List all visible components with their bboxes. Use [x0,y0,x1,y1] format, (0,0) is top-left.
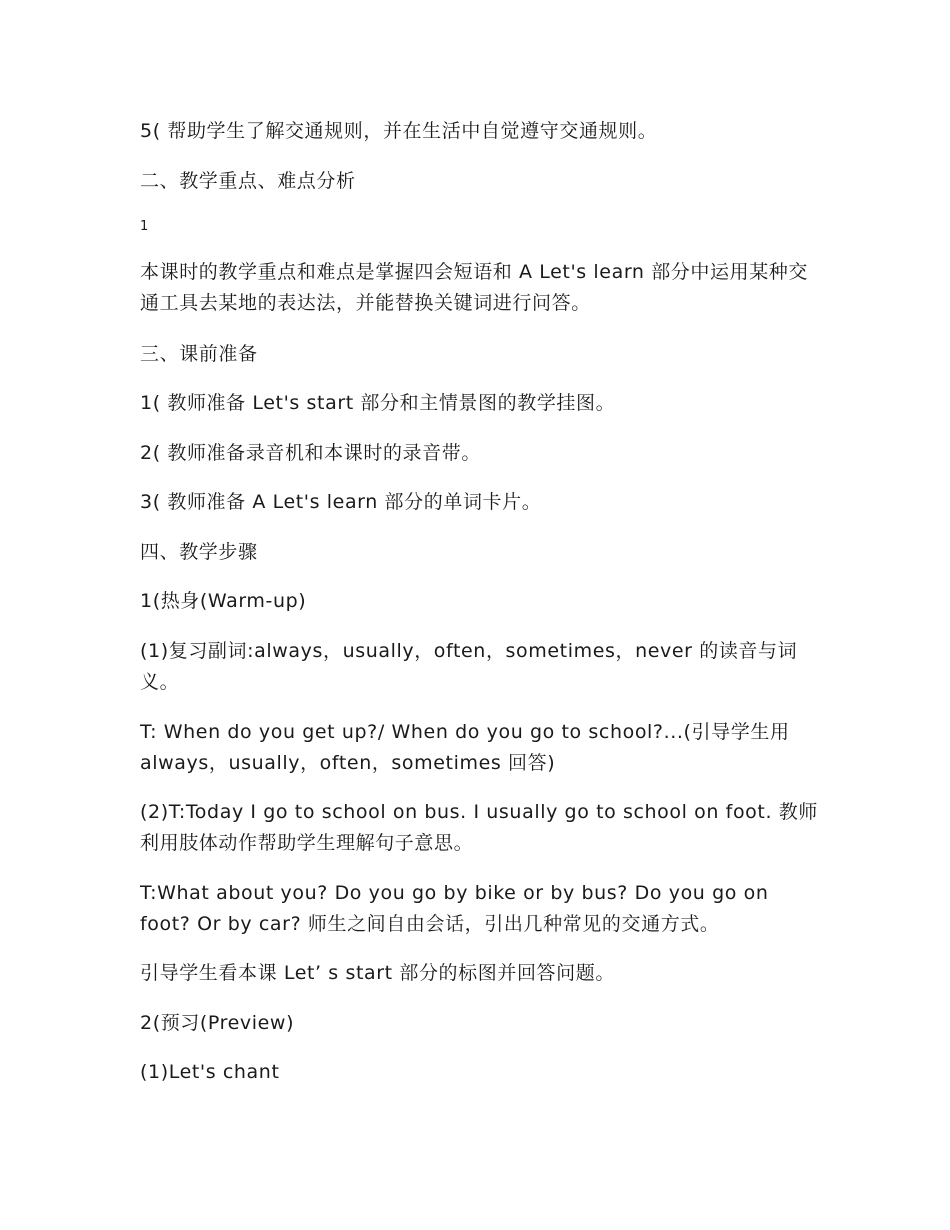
objective-5: 5( 帮助学生了解交通规则，并在生活中自觉遵守交通规则。 [140,120,658,142]
preparation-item-1: 1( 教师准备 Let's start 部分和主情景图的教学挂图。 [140,392,616,414]
section-heading-preparation: 三、课前准备 [140,343,258,365]
step-1-example-paragraph: (2)T:Today I go to school on bus. I usually go to school on foot. 教师利用肢体动作帮助学生理解句子意思。 [140,801,818,854]
step-1-heading: 1(热身(Warm-up) [140,590,307,612]
step-1-review-paragraph: (1)复习副词:always，usually，often，sometimes，never 的读音与词义。 [140,640,798,693]
preparation-item-2: 2( 教师准备录音机和本课时的录音带。 [140,442,481,464]
step-2-heading: 2(预习(Preview) [140,1012,295,1034]
step-2-chant: (1)Let's chant [140,1061,280,1083]
section-heading-key-points: 二、教学重点、难点分析 [140,170,356,192]
step-1-conversation-paragraph: T:What about you? Do you go by bike or by bus? Do you go on foot? Or by car? 师生之间自由会话，引出几种常见的交通方式。 [140,882,769,935]
key-points-paragraph: 本课时的教学重点和难点是掌握四会短语和 A Let's learn 部分中运用某种交通工具去某地的表达法，并能替换关键词进行问答。 [140,261,809,314]
step-1-guide-paragraph: 引导学生看本课 Let’ s start 部分的标图并回答问题。 [140,962,615,984]
step-1-dialogue-paragraph: T: When do you get up?/ When do you go to school?...(引导学生用 always，usually，often，sometimes 回答) [140,721,790,774]
preparation-item-3: 3( 教师准备 A Let's learn 部分的单词卡片。 [140,491,542,513]
section-heading-steps: 四、教学步骤 [140,541,258,563]
page-number: 1 [140,219,149,234]
